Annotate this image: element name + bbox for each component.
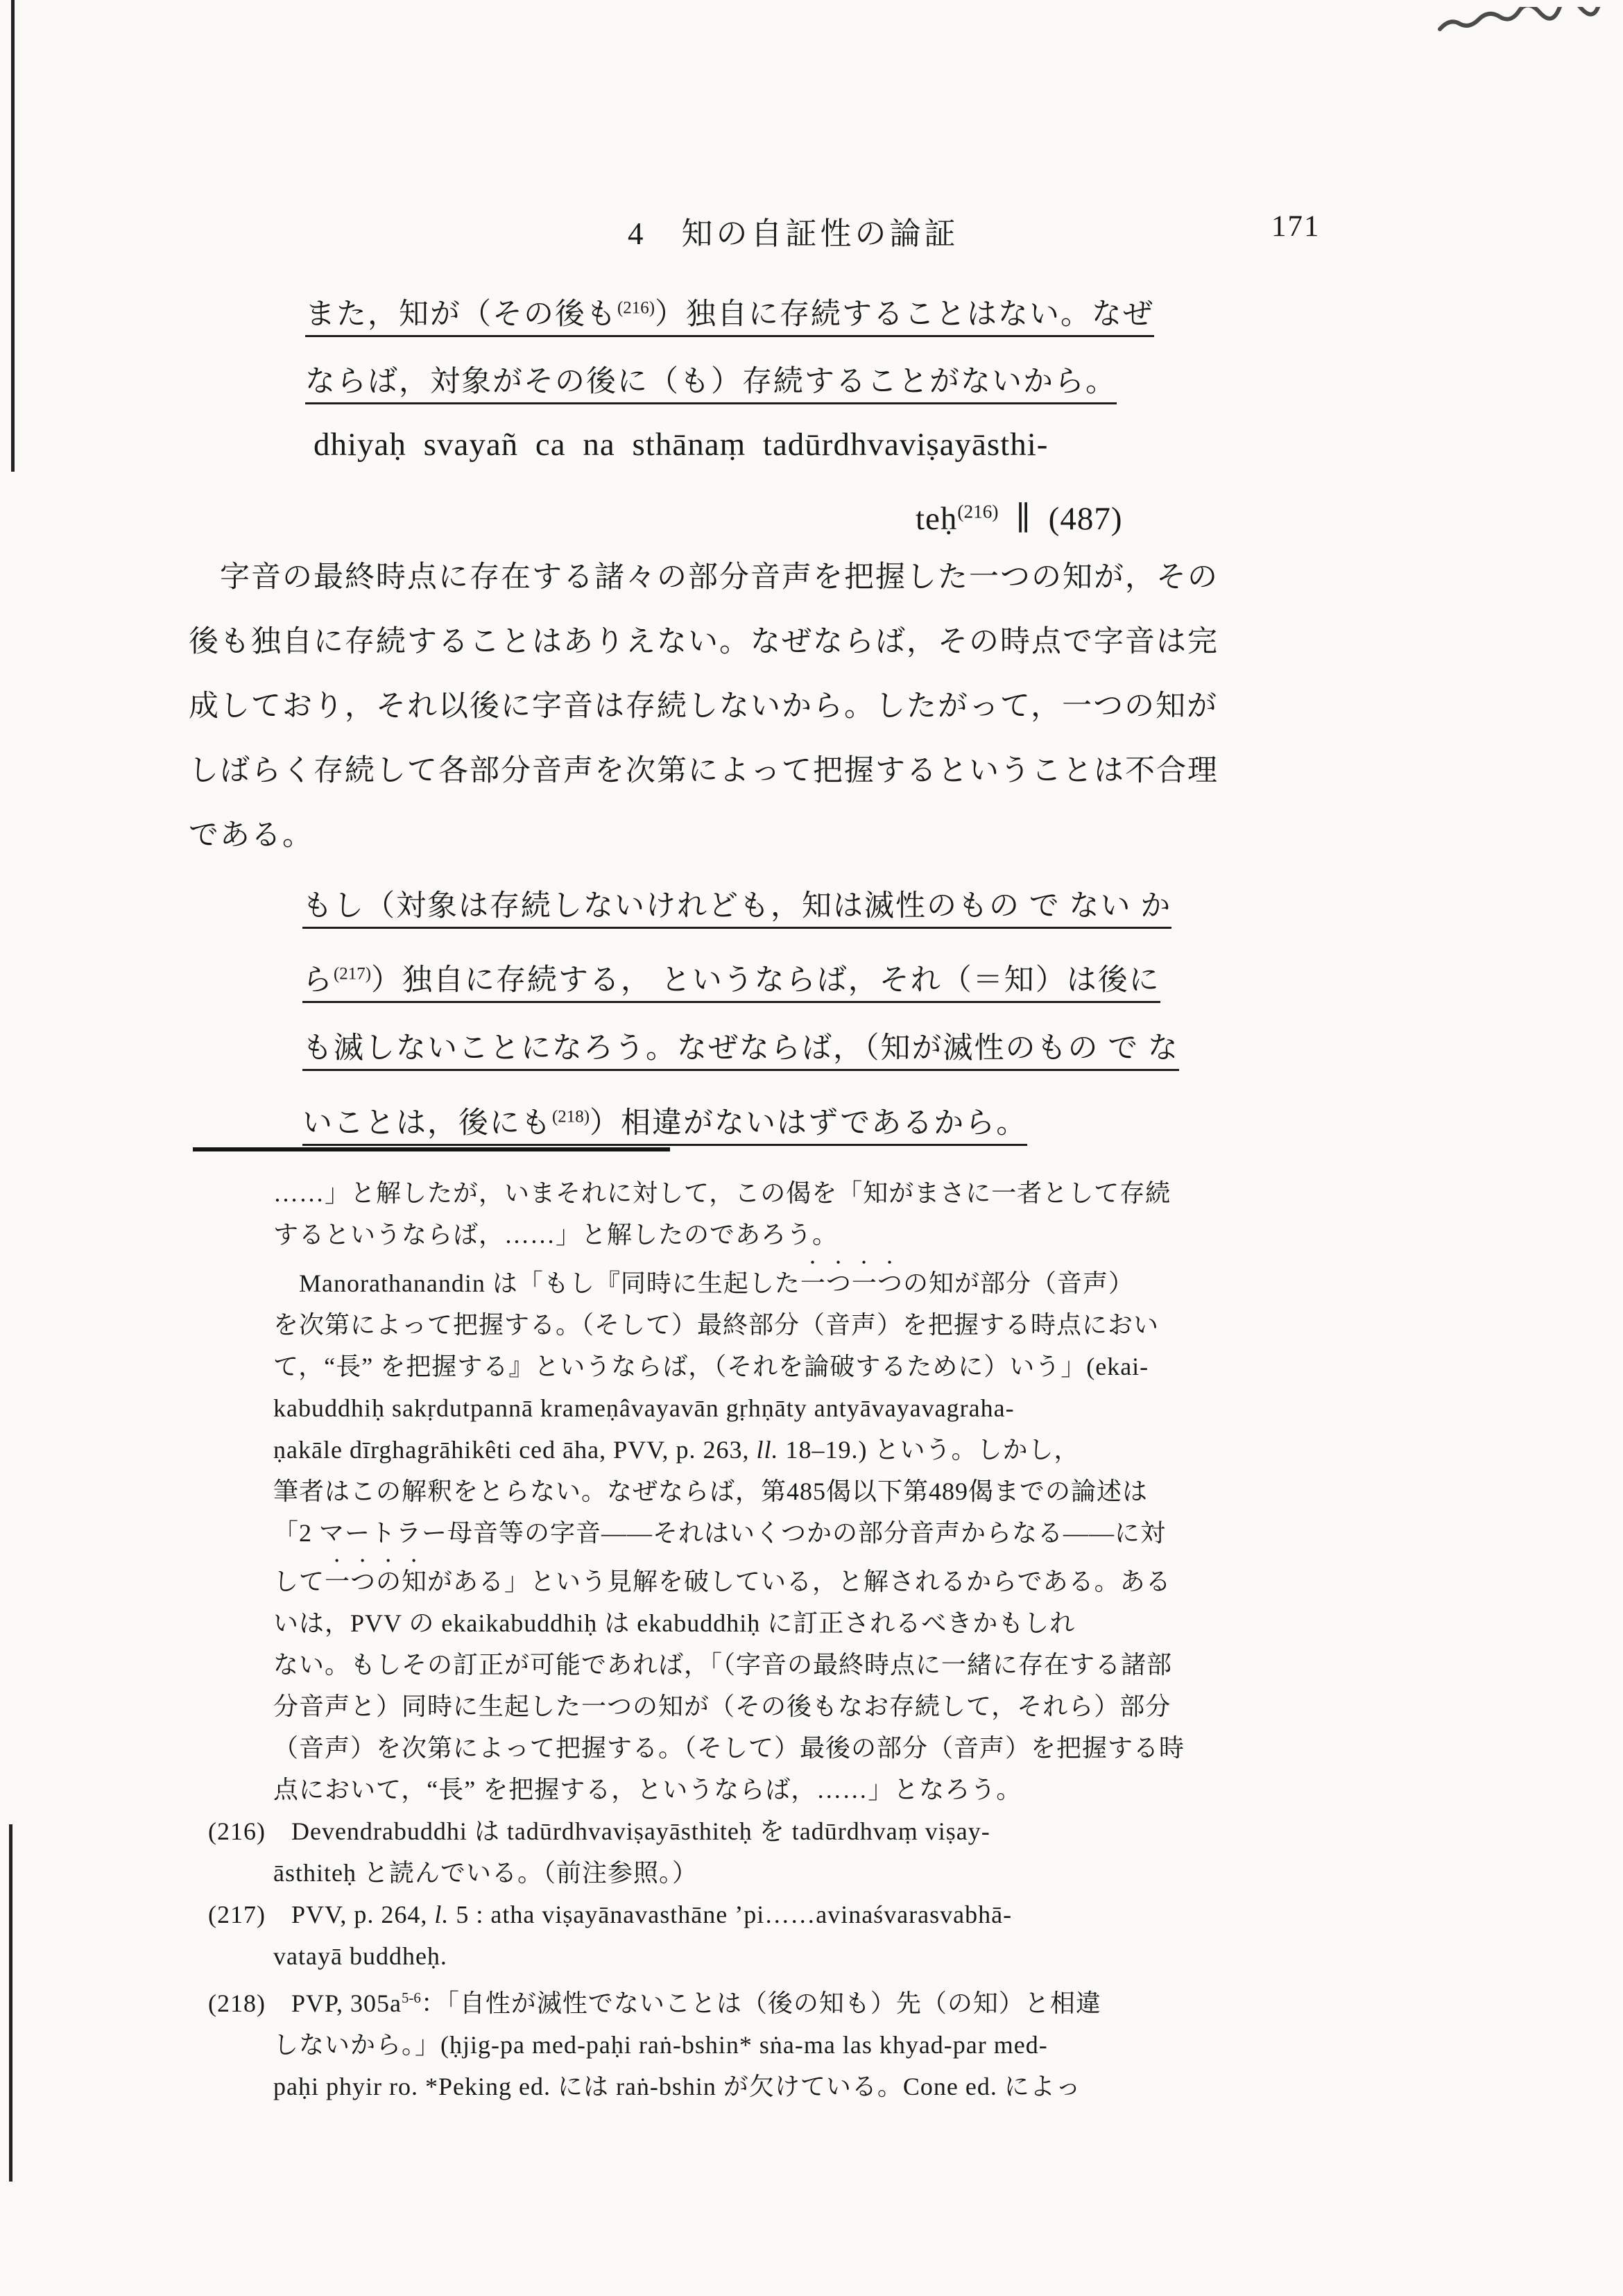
- sanskrit-verse-487: [314, 411, 1122, 552]
- text-line: [305, 275, 1154, 348]
- text-run: (217) PVV, p. 264,: [208, 1901, 435, 1928]
- text-run: Manorathanandin は「もし『同時に生起した: [273, 1269, 800, 1297]
- text-line: [208, 1304, 1185, 1346]
- scan-edge-line-top: [11, 0, 15, 472]
- text-line: [208, 2066, 1185, 2107]
- text-run: ならば，対象がその後に（も）存続することがないから。: [305, 366, 1117, 399]
- text-line: [208, 1602, 1185, 1644]
- text-line: [208, 1935, 1185, 1977]
- text-line: [208, 1387, 1185, 1429]
- text-line: [208, 1429, 1185, 1471]
- text-run: 分音声と）同時に生起した一つの知が（その後もなお存続して，それら）部分: [273, 1693, 1171, 1720]
- text-run: ない。もしその訂正が可能であれば，「（字音の最終時点に一緒に存在する諸部: [273, 1651, 1173, 1679]
- text-run: ……」と解したが，いまそれに対して，この偈を「知がまさに一者として存続: [273, 1179, 1171, 1207]
- text-run: がある」という見解を破している，と解されるからである。ある: [427, 1568, 1171, 1595]
- quoted-translation-2: [302, 873, 1179, 1158]
- text-line: [189, 674, 1219, 739]
- text-run: 一つ一つ: [800, 1269, 903, 1297]
- text-run: を次第によって把握する。（そして）最終部分（音声）を把握する時点におい: [273, 1311, 1160, 1339]
- text-run: して: [273, 1568, 325, 1595]
- footnote-ref: (218): [552, 1107, 590, 1126]
- text-run: dhiyaḥ svayañ ca na sthānaṃ tadūrdhvaviṣayāsthi-: [314, 427, 1049, 463]
- text-line: [208, 1810, 1185, 1852]
- text-run: ṇakāle dīrghagrāhikêti ced āha, PVV, p. 263,: [273, 1436, 757, 1464]
- quoted-translation-1: [305, 275, 1154, 415]
- text-run: いは，PVV の ekaikabuddhiḥ は ekabuddhiḥ に訂正されるべきかもしれ: [273, 1609, 1076, 1637]
- text-run: (218) PVP, 305a: [208, 1989, 402, 2017]
- text-run: 点において，“長” を把握する，というならば，……」となろう。: [273, 1776, 1022, 1804]
- text-line: [208, 1214, 1185, 1256]
- text-run: （音声）を次第によって把握する。（そして）最後の部分（音声）を把握する時: [273, 1734, 1185, 1762]
- text-line: [208, 1894, 1185, 1935]
- text-run: paḥi phyir ro. *Peking ed. には raṅ-bshin が欠けている。Cone ed. によっ: [273, 2073, 1081, 2100]
- text-run: ：「自性が滅性でないことは（後の知も）先（の知）と相違: [420, 1989, 1101, 2017]
- text-run: ）独自に存続することはない。なぜ: [655, 298, 1155, 332]
- text-run: ∥ (487): [998, 500, 1123, 537]
- footnote-ref: (216): [617, 299, 655, 318]
- text-run: ら: [302, 964, 334, 997]
- text-run: (216) Devendrabuddhi は tadūrdhvaviṣayāsthiteḥ を tadūrdhvaṃ viṣay-: [208, 1817, 990, 1845]
- text-run: 5 : atha viṣayānavasthāne ’pi……avinaśvarasvabhā-: [449, 1901, 1013, 1928]
- text-line: [314, 478, 1122, 552]
- text-line: [305, 348, 1154, 415]
- text-run: 「2 マートラー母音等の字音——それはいくつかの部分音声からなる——に対: [273, 1519, 1167, 1547]
- text-line: [208, 1769, 1185, 1810]
- text-line: [208, 1977, 1185, 2024]
- text-run: ll.: [756, 1436, 779, 1464]
- text-run: ）相違がないはずであるから。: [590, 1106, 1028, 1140]
- scan-edge-line-bottom: [9, 1824, 12, 2182]
- text-line: [302, 1015, 1179, 1083]
- text-run: しないから。」(ḥjig-pa med-paḥi raṅ-bshin* sṅa-ma las khyad-par med-: [273, 2031, 1048, 2059]
- text-run: vatayā buddheḥ.: [273, 1942, 447, 1970]
- text-line: [208, 1686, 1185, 1727]
- footnote-ref: (217): [334, 965, 372, 984]
- text-run: 一つの知: [325, 1568, 428, 1595]
- text-run: kabuddhiḥ sakṛdutpannā krameṇâvayavān gṛhṇāty antyāvayavagraha-: [273, 1394, 1015, 1422]
- section-heading: 4 知の自証性の論証: [628, 216, 959, 251]
- text-run: しばらく存続して各部分音声を次第によって把握するということは不合理: [189, 755, 1219, 787]
- text-line: [208, 1172, 1185, 1214]
- text-line: [302, 941, 1179, 1015]
- text-run: ）独自に存続する， というならば，それ（＝知）は後に: [371, 964, 1160, 997]
- footnotes-block: [208, 1172, 1185, 2107]
- text-run: āsthiteḥ と読んでいる。（前注参照。）: [273, 1859, 698, 1887]
- text-line: [208, 1727, 1185, 1769]
- text-line: [189, 739, 1219, 803]
- text-line: [208, 1471, 1185, 1512]
- text-line: [208, 1554, 1185, 1602]
- text-line: [189, 803, 1219, 868]
- text-line: [208, 1346, 1185, 1387]
- text-line: [314, 411, 1122, 478]
- page-number: 171: [1271, 210, 1321, 243]
- text-line: [189, 610, 1219, 674]
- footnote-ref: (216): [957, 501, 999, 522]
- footnote-rule: [193, 1147, 670, 1151]
- text-line: [208, 1512, 1185, 1554]
- text-line: [189, 545, 1219, 610]
- text-line: [302, 873, 1179, 941]
- text-run: teḥ: [916, 500, 958, 537]
- text-run: 成しており，それ以後に字音は存続しないから。したがって，一つの知が: [189, 690, 1219, 723]
- footnote-ref: 5-6: [402, 1989, 421, 2006]
- text-line: [208, 1256, 1185, 1304]
- text-run: 後も独自に存続することはありえない。なぜならば，その時点で字音は完: [189, 626, 1219, 658]
- text-line: [302, 1083, 1179, 1157]
- text-run: である。: [189, 819, 314, 852]
- text-run: また，知が（その後も: [305, 298, 617, 332]
- text-run: l.: [434, 1901, 449, 1928]
- text-run: て，“長” を把握する』というならば，（それを論破するために）いう」(ekai-: [273, 1353, 1149, 1380]
- text-line: [208, 1852, 1185, 1894]
- text-run: するというならば，……」と解したのであろう。: [273, 1221, 839, 1249]
- text-run: もし（対象は存続しないけれども，知は滅性のもの で ない か: [302, 890, 1172, 923]
- text-run: 18–19.) という。しかし，: [778, 1436, 1080, 1464]
- scan-mark-squiggle: [1437, 7, 1617, 42]
- commentary-paragraph: [189, 545, 1219, 868]
- text-run: 筆者はこの解釈をとらない。なぜならば，第485偈以下第489偈までの論述は: [273, 1477, 1149, 1505]
- text-run: いことは，後にも: [302, 1106, 552, 1140]
- text-line: [208, 1644, 1185, 1686]
- text-run: も滅しないことになろう。なぜならば，（知が滅性のもの で な: [302, 1032, 1179, 1065]
- text-line: [208, 2024, 1185, 2066]
- text-run: 字音の最終時点に存在する諸々の部分音声を把握した一つの知が，その: [189, 561, 1219, 594]
- text-run: の知が部分（音声）: [902, 1269, 1134, 1297]
